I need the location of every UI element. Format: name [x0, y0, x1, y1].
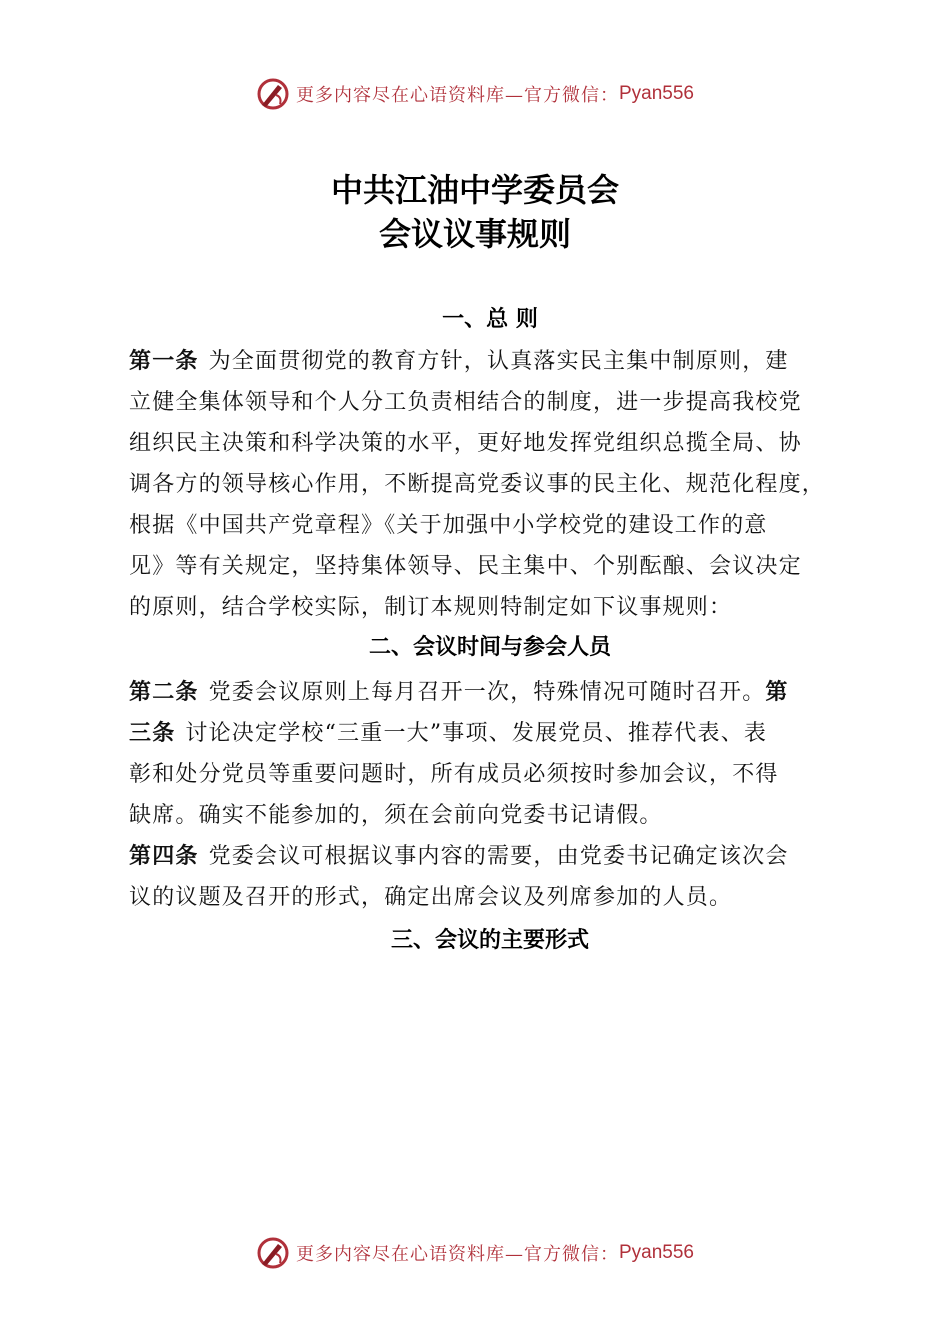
article-3-line: [129, 713, 889, 754]
article-4-line: [129, 836, 889, 877]
article-3-label-part2: 三条: [129, 721, 176, 746]
pen-logo-icon: [256, 77, 290, 111]
article-1-line: 见》等有关规定，坚持集体领导、民主集中、个别酝酿、会议决定: [129, 554, 802, 579]
article-2-3: [129, 672, 889, 836]
article-4-line: 议的议题及召开的形式，确定出席会议及列席参加的人员。: [129, 885, 733, 910]
article-1-line: 组织民主决策和科学决策的水平，更好地发挥党组织总揽全局、协: [129, 431, 802, 456]
header-watermark: [0, 74, 950, 114]
section-heading-meeting-forms: 三、会议的主要形式: [390, 928, 589, 953]
section-heading-meeting-time: 二、会议时间与参会人员: [368, 635, 611, 660]
article-3-line: 缺席。确实不能参加的，须在会前向党委书记请假。: [129, 803, 663, 828]
article-4: [129, 836, 889, 918]
section-heading-general: 一、总 则: [442, 307, 538, 332]
article-1-line: 立健全集体领导和个人分工负责相结合的制度，进一步提高我校党: [129, 390, 802, 415]
article-3-text: 讨论决定学校“三重一大”事项、发展党员、推荐代表、表: [185, 721, 768, 746]
article-1-line: 根据《中国共产党章程》《关于加强中小学校党的建设工作的意: [129, 513, 768, 538]
document-title-line2: 会议议事规则: [378, 215, 571, 253]
watermark-wechat-id: Pyan556: [618, 83, 694, 104]
article-3-label-part1: 第: [765, 680, 789, 705]
watermark-text: 更多内容尽在心语资料库—官方微信：: [295, 1244, 619, 1265]
article-1-label: 第一条: [129, 349, 199, 374]
pen-logo-icon: [256, 1236, 290, 1270]
article-2-line: [129, 672, 889, 713]
watermark-wechat-id: Pyan556: [618, 1242, 694, 1263]
article-1-line: 调各方的领导核心作用，不断提高党委议事的民主化、规范化程度，: [129, 472, 826, 497]
article-2-text: 党委会议原则上每月召开一次，特殊情况可随时召开。: [208, 680, 766, 705]
article-3-line: 彰和处分党员等重要问题时，所有成员必须按时参加会议，不得: [129, 762, 779, 787]
watermark-text: 更多内容尽在心语资料库—官方微信：: [295, 85, 619, 106]
article-1-text: 为全面贯彻党的教育方针，认真落实民主集中制原则，建: [208, 349, 789, 374]
footer-watermark: [0, 1233, 950, 1273]
article-1-line: 的原则，结合学校实际，制订本规则特制定如下议事规则：: [129, 595, 733, 620]
article-4-text: 党委会议可根据议事内容的需要，由党委书记确定该次会: [208, 844, 789, 869]
article-1-line: [129, 341, 889, 382]
article-2-label: 第二条: [129, 680, 199, 705]
article-4-label: 第四条: [129, 844, 199, 869]
article-1: [129, 341, 889, 628]
document-title-line1: 中共江油中学委员会: [330, 171, 619, 209]
